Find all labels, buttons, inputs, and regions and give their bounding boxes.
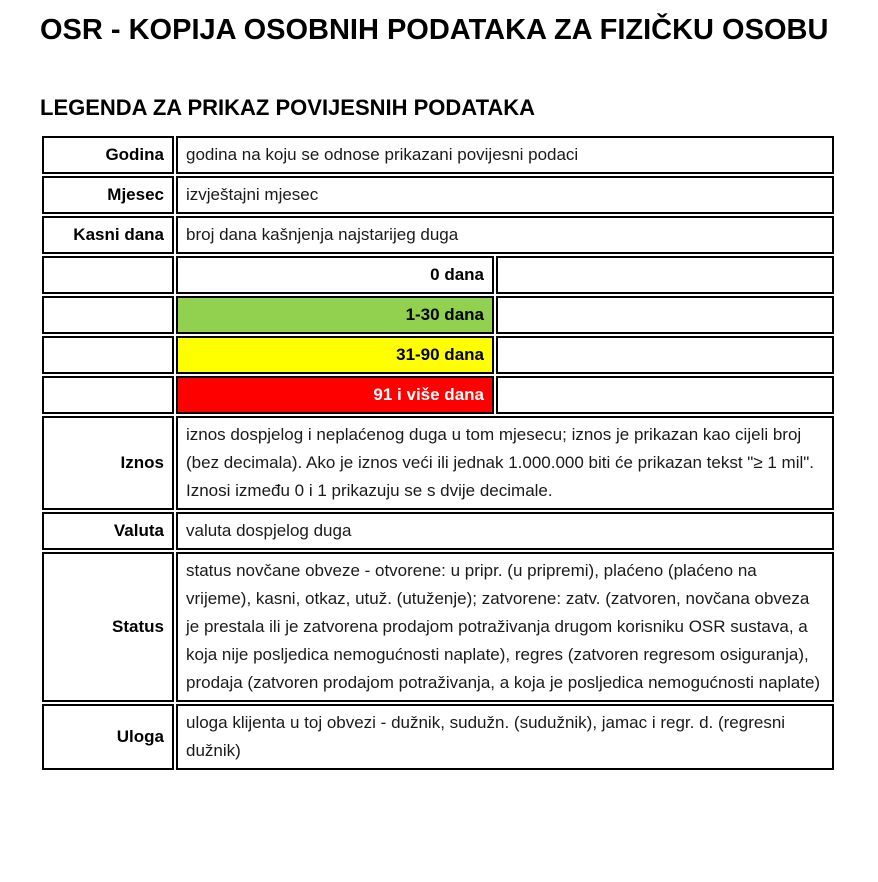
table-row (42, 552, 834, 702)
table-row (42, 136, 834, 174)
row-label: Iznos (42, 416, 174, 510)
table-row (42, 704, 834, 770)
days-band-cell: 91 i više dana (176, 376, 494, 414)
table-row (42, 216, 834, 254)
row-label: Godina (42, 136, 174, 174)
row-label: Valuta (42, 512, 174, 550)
page-title: OSR - KOPIJA OSOBNIH PODATAKA ZA FIZIČKU OSOBU (40, 14, 829, 46)
days-band-cell: 0 dana (176, 256, 494, 294)
legend-table (40, 134, 836, 772)
row-description: uloga klijenta u toj obvezi - dužnik, sudužn. (sudužnik), jamac i regr. d. (regresni dužnik) (176, 704, 834, 770)
row-label: Status (42, 552, 174, 702)
legend-table-body (42, 136, 834, 770)
row-label (42, 376, 174, 414)
empty-cell (496, 296, 834, 334)
row-label: Uloga (42, 704, 174, 770)
table-row (42, 336, 834, 374)
days-band-cell: 1-30 dana (176, 296, 494, 334)
legend-heading: LEGENDA ZA PRIKAZ POVIJESNIH PODATAKA (40, 95, 536, 120)
days-band-cell: 31-90 dana (176, 336, 494, 374)
row-description: iznos dospjelog i neplaćenog duga u tom mjesecu; iznos je prikazan kao cijeli broj (bez decimala). Ako je iznos veći ili jednak 1.000.000 biti će prikazan tekst "≥ 1 mil". Iznosi između 0 i 1 prikazuju se s dvije decimale. (176, 416, 834, 510)
empty-cell (496, 336, 834, 374)
empty-cell (496, 256, 834, 294)
row-description: godina na koju se odnose prikazani povijesni podaci (176, 136, 834, 174)
row-description: valuta dospjelog duga (176, 512, 834, 550)
table-row (42, 256, 834, 294)
row-description: status novčane obveze - otvorene: u pripr. (u pripremi), plaćeno (plaćeno na vrijeme), kasni, otkaz, utuž. (utuženje); zatvorene: zatv. (zatvoren, novčana obveza je prestala ili je zatvorena prodajom potraživanja drugom korisniku OSR sustava, a koja nije posljedica nemogućnosti naplate), regres (zatvoren regresom osiguranja), prodaja (zatvoren prodajom potraživanja, a koja je posljedica nemogućnosti naplate) (176, 552, 834, 702)
table-row (42, 512, 834, 550)
row-description: broj dana kašnjenja najstarijeg duga (176, 216, 834, 254)
row-label: Mjesec (42, 176, 174, 214)
row-label: Kasni dana (42, 216, 174, 254)
empty-cell (496, 376, 834, 414)
table-row (42, 296, 834, 334)
row-label (42, 296, 174, 334)
table-row (42, 376, 834, 414)
row-label (42, 256, 174, 294)
table-row (42, 176, 834, 214)
table-row (42, 416, 834, 510)
row-description: izvještajni mjesec (176, 176, 834, 214)
row-label (42, 336, 174, 374)
